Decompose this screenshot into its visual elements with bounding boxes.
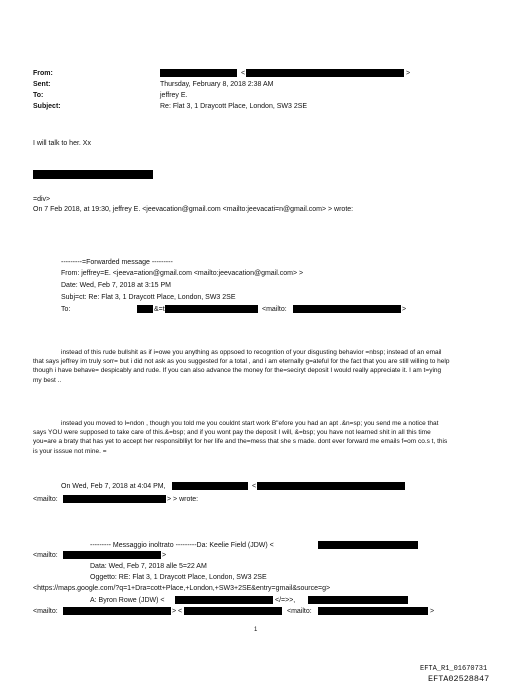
redaction-block (63, 607, 171, 615)
sent-label: Sent: (33, 81, 51, 88)
forward2-mailto: <mailto: (33, 552, 58, 559)
forwarded-subject: Subj=ct: Re: Flat 3, 1 Draycott Place, London, SW3 2SE (61, 294, 236, 301)
subject-label: Subject: (33, 103, 61, 110)
redaction-block (175, 596, 273, 604)
reply-line: I will talk to her. Xx (33, 140, 91, 147)
forwarded-to-label: To: (61, 306, 71, 313)
div-line: =div> (33, 196, 51, 203)
forwarded-to-mailto: <mailto: (262, 306, 287, 313)
forward2-m-mailto: <mailto: (33, 608, 58, 615)
forward2-a-line: A: Byron Rowe (JDW) < (90, 597, 165, 604)
efta-id-secondary: EFTA02528847 (428, 674, 490, 684)
forward2-m-gt: > (172, 608, 177, 615)
redaction-block (172, 482, 248, 490)
forward2-title: --------- Messaggio inoltrato ---------Da: Keelie Field (JDW) < (90, 542, 274, 549)
redaction-block (160, 69, 237, 77)
quote2-on-line: On Wed, Feb 7, 2018 at 4:04 PM, (61, 483, 166, 490)
forwarded-to-amp: &=t (154, 306, 165, 313)
to-value: jeffrey E. (160, 92, 188, 99)
redaction-block (33, 170, 153, 179)
from-label: From: (33, 70, 53, 77)
from-lt: < (241, 70, 246, 77)
redaction-block (63, 495, 166, 503)
quote2-wrote: > > wrote: (167, 496, 199, 503)
forward2-m-end: > (430, 608, 435, 615)
message-paragraph: instead you moved to l=ndon , though you told me you couldnt start work B"efore you had an apt .&n=sp; you send me a notice that says YOU were supposed to take care of this.&=bsp; and if you wont pay the deposit I will, &=bsp; you have not learned shit in all this time you=are a braty that has yet to accept her responsiblliyt for her life and the=mess that she s made. dont ever forward me emails f=om co.s t, this is your isssue not mine. = (33, 420, 448, 455)
redaction-block (257, 482, 405, 490)
subject-value: Re: Flat 3, 1 Draycott Place, London, SW3 2SE (160, 103, 308, 110)
quote2-lt: < (252, 483, 257, 490)
efta-id-primary: EFTA_R1_01670731 (420, 665, 488, 673)
forward2-a-tail: </=>>, (275, 597, 296, 604)
forwarded-date: Date: Wed, Feb 7, 2018 at 3:15 PM (61, 282, 171, 289)
message-paragraph: instead of this rude bullshit as if i=owe you anything as oppsoed to recogntion of your disgusting behavior =nbsp; instead of an email that says jeffrey im truly sorr= but i did not ask as you suggested for a total , and i am eternally g=ateful for the fact that you are still willing to help though i have behave= despicably and rude. If you can also advance the money for the=seciryt deposit I would really appreciate it. I am t=ying my best .. (33, 349, 450, 384)
redaction-block (318, 541, 418, 549)
quote2-mailto: <mailto: (33, 496, 58, 503)
forward2-gt: > (162, 552, 167, 559)
page-number: 1 (254, 627, 258, 633)
forward2-m-lt: < (178, 608, 183, 615)
quote-header-line: On 7 Feb 2018, at 19:30, jeffrey E. <jeevacation@gmail.com <mailto:jeevacati=n@gmail.com> > wrote: (33, 206, 354, 213)
forward2-data: Data: Wed, Feb 7, 2018 alle 5=22 AM (90, 563, 207, 570)
redaction-block (318, 607, 428, 615)
to-label: To: (33, 92, 44, 99)
forward2-oggetto: Oggetto: RE: Flat 3, 1 Draycott Place, London, SW3 2SE (90, 574, 267, 581)
redaction-block (63, 551, 161, 559)
redaction-block (165, 305, 258, 313)
from-gt: > (406, 70, 411, 77)
redaction-block (293, 305, 401, 313)
forwarded-from: From: jeffrey=E. <jeeva=ation@gmail.com <mailto:jeevacation@gmail.com> > (61, 270, 304, 277)
sent-value: Thursday, February 8, 2018 2:38 AM (160, 81, 274, 88)
forward2-m-mailto2: <mailto: (287, 608, 312, 615)
forward2-maps-link: <https://maps.google.com/?q=1+Dra=cott+Place,+London,+SW3+2SE&entry=gmail&source=g> (33, 585, 331, 592)
redaction-block (308, 596, 408, 604)
forwarded-to-gt: > (402, 306, 407, 313)
redaction-block (137, 305, 153, 313)
forwarded-title: ---------=Forwarded message --------- (61, 259, 173, 266)
redaction-block (246, 69, 404, 77)
redaction-block (184, 607, 282, 615)
